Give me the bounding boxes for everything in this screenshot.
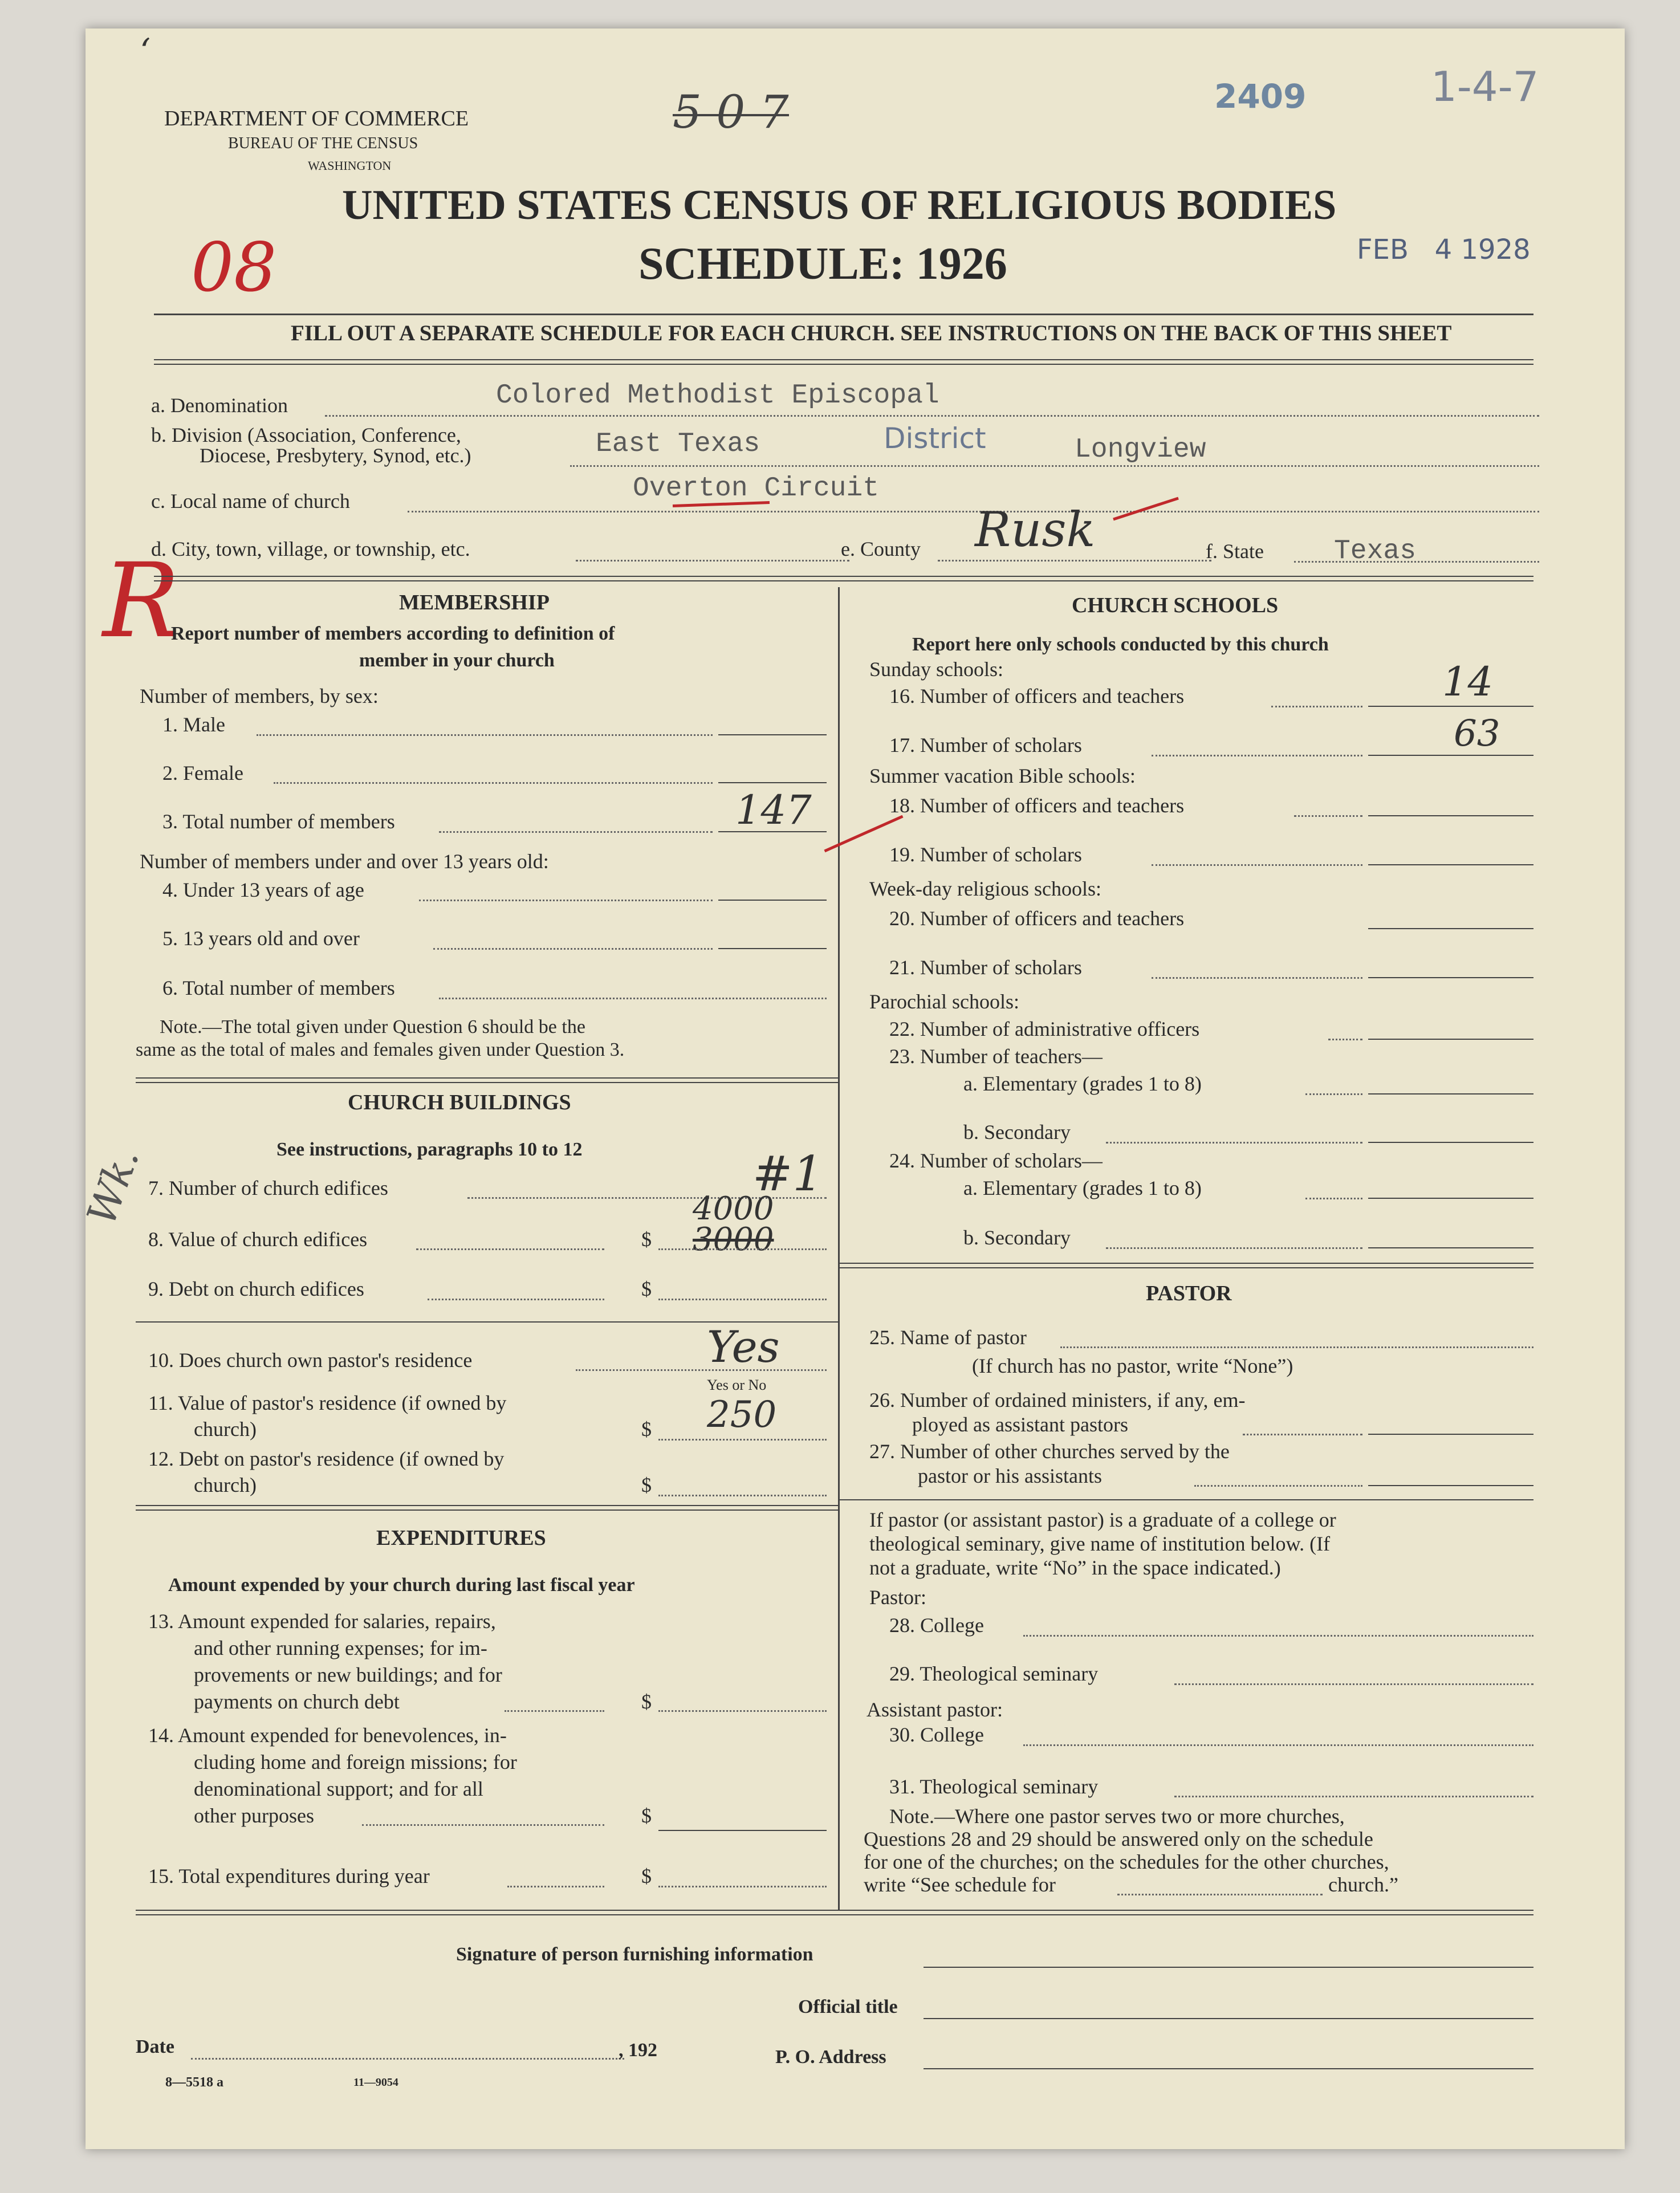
q19-label: 19. Number of scholars	[889, 843, 1082, 866]
red-number: 08	[191, 228, 277, 307]
pastor-sub-label: Pastor:	[869, 1586, 927, 1609]
schedule-title: SCHEDULE: 1926	[638, 239, 1007, 289]
form-number: 8—5518 a	[165, 2075, 223, 2090]
q8-label: 8. Value of church edifices	[148, 1228, 368, 1251]
fill-instruction: FILL OUT A SEPARATE SCHEDULE FOR EACH CHURCH. SEE INSTRUCTIONS ON THE BACK OF THIS SHEET	[291, 321, 1452, 345]
q20-label: 20. Number of officers and teachers	[889, 907, 1185, 930]
division-value-2[interactable]: Longview	[1075, 434, 1206, 465]
buildings-subtitle: See instructions, paragraphs 10 to 12	[276, 1139, 583, 1160]
county-value[interactable]: Rusk	[975, 502, 1096, 558]
q11-value[interactable]: 250	[707, 1394, 777, 1436]
q31-label: 31. Theological seminary	[889, 1775, 1099, 1798]
q9-dollar: $	[641, 1277, 652, 1300]
form-title: UNITED STATES CENSUS OF RELIGIOUS BODIES	[342, 182, 1337, 229]
q16-value[interactable]: 14	[1442, 658, 1494, 705]
q13-line-2: and other running expenses; for im-	[194, 1637, 487, 1659]
q13-line-3: provements or new buildings; and for	[194, 1663, 502, 1686]
q8-dollar: $	[641, 1228, 652, 1251]
q28-label: 28. College	[889, 1614, 984, 1637]
date-label: Date	[136, 2036, 174, 2057]
local-name-label: c. Local name of church	[151, 490, 350, 512]
q17-value[interactable]: 63	[1454, 713, 1500, 755]
red-mark: R	[103, 542, 180, 661]
q12-dollar: $	[641, 1474, 652, 1496]
q25-label: 25. Name of pastor	[869, 1326, 1027, 1349]
membership-heading: MEMBERSHIP	[399, 591, 550, 615]
q17-label: 17. Number of scholars	[889, 734, 1082, 756]
ink-mark: ‘	[140, 31, 151, 71]
q29-label: 29. Theological seminary	[889, 1662, 1099, 1685]
schools-heading: CHURCH SCHOOLS	[1072, 593, 1279, 617]
pastor-note-1: Note.—Where one pastor serves two or more churches,	[889, 1805, 1345, 1828]
q13-line-1: 13. Amount expended for salaries, repairs,	[148, 1610, 496, 1633]
graduate-note-1: If pastor (or assistant pastor) is a graduate of a college or	[869, 1508, 1336, 1531]
membership-subtitle-1: Report number of members according to definition of	[171, 623, 615, 644]
q23a-label: a. Elementary (grades 1 to 8)	[963, 1072, 1202, 1095]
city-label: d. City, town, village, or township, etc.	[151, 538, 470, 560]
q3-label: 3. Total number of members	[162, 810, 395, 833]
q15-label: 15. Total expenditures during year	[148, 1865, 430, 1887]
q13-dollar: $	[641, 1690, 652, 1713]
q14-line-4: other purposes	[194, 1804, 314, 1827]
file-code: 1-4-7	[1431, 63, 1539, 111]
buildings-heading: CHURCH BUILDINGS	[348, 1091, 571, 1114]
q10-value[interactable]: Yes	[707, 1321, 780, 1372]
department: DEPARTMENT OF COMMERCE	[164, 107, 469, 131]
district-stamp: District	[884, 422, 986, 455]
q13-line-4: payments on church debt	[194, 1690, 400, 1713]
by-sex-label: Number of members, by sex:	[140, 685, 379, 707]
pastor-note-2: Questions 28 and 29 should be answered only on the schedule	[864, 1828, 1373, 1850]
expenditures-subtitle: Amount expended by your church during last fiscal year	[168, 1574, 635, 1596]
q6-label: 6. Total number of members	[162, 977, 395, 999]
q15-dollar: $	[641, 1865, 652, 1887]
q24a-label: a. Elementary (grades 1 to 8)	[963, 1177, 1202, 1199]
weekday-label: Week-day religious schools:	[869, 877, 1102, 900]
q14-line-2: cluding home and foreign missions; for	[194, 1751, 517, 1773]
q27-label-2: pastor or his assistants	[918, 1464, 1102, 1487]
received-stamp: FEB 4 1928	[1357, 234, 1531, 266]
membership-subtitle-2: member in your church	[359, 650, 555, 671]
q8-struck-value: 3000	[693, 1221, 774, 1258]
q24-label: 24. Number of scholars—	[889, 1149, 1103, 1172]
summer-label: Summer vacation Bible schools:	[869, 764, 1136, 787]
po-address-label: P. O. Address	[775, 2046, 886, 2068]
stamp-number: 2409	[1214, 77, 1307, 116]
q11-label-1: 11. Value of pastor's residence (if owned by	[148, 1392, 507, 1414]
by-age-label: Number of members under and over 13 years old:	[140, 850, 549, 873]
assistant-sub-label: Assistant pastor:	[867, 1698, 1003, 1721]
q7-label: 7. Number of church edifices	[148, 1177, 388, 1199]
parochial-label: Parochial schools:	[869, 990, 1019, 1013]
q14-line-3: denominational support; and for all	[194, 1777, 483, 1800]
q16-label: 16. Number of officers and teachers	[889, 685, 1185, 707]
state-label: f. State	[1206, 540, 1264, 563]
q12-label-1: 12. Debt on pastor's residence (if owned by	[148, 1447, 505, 1470]
q18-label: 18. Number of officers and teachers	[889, 794, 1185, 817]
q30-label: 30. College	[889, 1723, 984, 1746]
membership-note-1: Note.—The total given under Question 6 should be the	[160, 1016, 585, 1037]
q1-label: 1. Male	[162, 713, 225, 736]
q4-label: 4. Under 13 years of age	[162, 878, 364, 901]
q11-label-2: church)	[194, 1418, 257, 1441]
q24b-label: b. Secondary	[963, 1226, 1071, 1249]
margin-scrawl: Wk.	[78, 1141, 149, 1231]
q26-label-2: ployed as assistant pastors	[912, 1413, 1128, 1436]
q23-label: 23. Number of teachers—	[889, 1045, 1103, 1068]
q2-label: 2. Female	[162, 762, 243, 784]
q14-line-1: 14. Amount expended for benevolences, in-	[148, 1724, 507, 1747]
bureau: BUREAU OF THE CENSUS	[228, 135, 418, 152]
pastor-heading: PASTOR	[1146, 1281, 1232, 1305]
q21-label: 21. Number of scholars	[889, 956, 1082, 979]
state-value[interactable]: Texas	[1334, 536, 1417, 567]
city: WASHINGTON	[308, 158, 392, 173]
q7-value[interactable]: #1	[752, 1146, 823, 1202]
q12-label-2: church)	[194, 1474, 257, 1496]
local-name-value[interactable]: Overton Circuit	[633, 473, 880, 504]
q25-hint: (If church has no pastor, write “None”)	[972, 1354, 1293, 1377]
graduate-note-2: theological seminary, give name of institution below. (If	[869, 1532, 1331, 1555]
membership-note-2: same as the total of males and females given under Question 3.	[136, 1039, 625, 1060]
crossed-scrawl: 5 0 7	[673, 86, 789, 139]
print-number: 11—9054	[353, 2076, 398, 2089]
q22-label: 22. Number of administrative officers	[889, 1018, 1200, 1040]
q10-hint: Yes or No	[707, 1377, 767, 1393]
red-check	[1113, 497, 1179, 521]
denomination-label: a. Denomination	[151, 394, 288, 417]
division-value[interactable]: East Texas	[596, 429, 760, 459]
q23b-label: b. Secondary	[963, 1121, 1071, 1144]
census-schedule-page	[78, 29, 1625, 2149]
q8-value[interactable]: 4000	[693, 1190, 774, 1227]
division-label: b. Division (Association, Conference,	[151, 424, 461, 446]
pastor-note-4: write “See schedule for	[864, 1873, 1056, 1896]
pastor-note-3: for one of the churches; on the schedules for the other churches,	[864, 1850, 1389, 1873]
signature-label: Signature of person furnishing information	[456, 1944, 813, 1965]
denomination-value[interactable]: Colored Methodist Episcopal	[496, 380, 939, 411]
q27-label-1: 27. Number of other churches served by the	[869, 1440, 1230, 1463]
q10-label: 10. Does church own pastor's residence	[148, 1349, 473, 1372]
sunday-label: Sunday schools:	[869, 658, 1004, 681]
date-year: , 192	[619, 2040, 657, 2061]
county-label: e. County	[841, 538, 921, 560]
expenditures-heading: EXPENDITURES	[376, 1526, 546, 1550]
division-label-2: Diocese, Presbytery, Synod, etc.)	[200, 444, 471, 467]
graduate-note-3: not a graduate, write “No” in the space indicated.)	[869, 1556, 1281, 1579]
q26-label-1: 26. Number of ordained ministers, if any, em-	[869, 1389, 1246, 1411]
q11-dollar: $	[641, 1418, 652, 1441]
q14-dollar: $	[641, 1804, 652, 1827]
pastor-note-5: church.”	[1328, 1873, 1398, 1896]
official-title-label: Official title	[798, 1996, 898, 2017]
schools-subtitle: Report here only schools conducted by this church	[912, 634, 1329, 655]
q9-label: 9. Debt on church edifices	[148, 1277, 364, 1300]
q5-label: 5. 13 years old and over	[162, 927, 360, 950]
q3-value[interactable]: 147	[735, 787, 812, 833]
